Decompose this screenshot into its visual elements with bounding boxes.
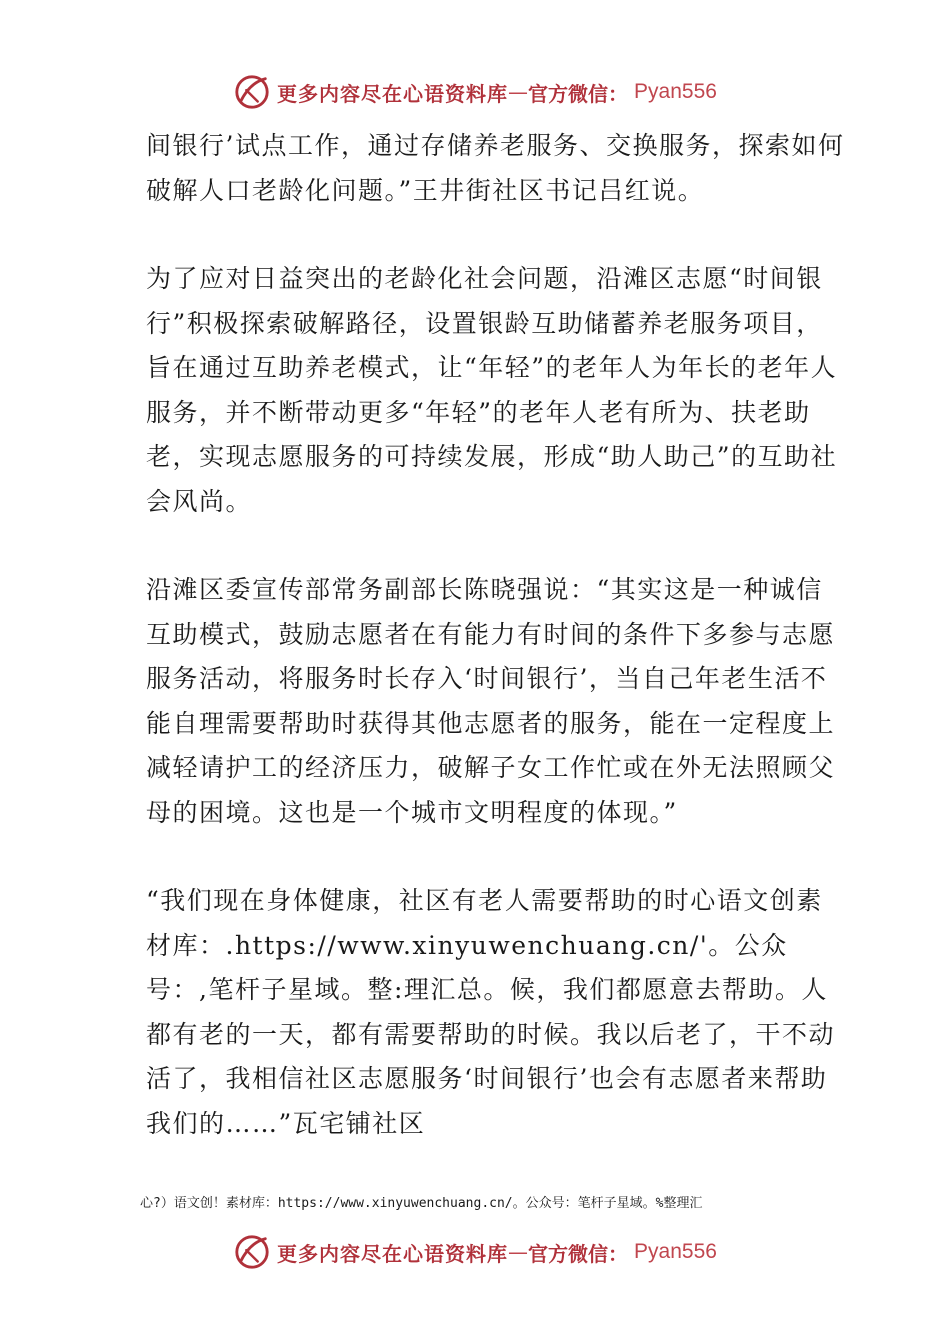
paragraph-2: 为了应对日益突出的老龄化社会问题，沿滩区志愿“时间银行”积极探索破解路径，设置银龄互助储蓄养老服务项目，旨在通过互助养老模式，让“年轻”的老年人为年长的老年人服务，并不断带动更多“年轻”的老年人老有所为、扶老助老，实现志愿服务的可持续发展，形成“助人助己”的互助社会风尚。 bbox=[146, 264, 838, 516]
banner-wechat-id: Pyan556 bbox=[634, 80, 717, 103]
banner-wechat-label: 官方微信： bbox=[528, 81, 629, 106]
banner-main-text: 更多内容尽在心语资料库 bbox=[277, 1241, 509, 1266]
banner-separator: — bbox=[508, 80, 529, 104]
paragraph-4: “我们现在身体健康，社区有老人需要帮助的时心语文创素材库：.https://www.xinyuwenchuang.cn/'。公众号：,笔杆子星域。整:理汇总。候，我们都愿意去帮助。人都有老的一天，都有需要帮助的时候。我以后老了，干不动活了，我相信社区志愿服务‘时间银行’也会有志愿者来帮助我们的……”瓦宅铺社区 bbox=[146, 886, 836, 1138]
footer-banner bbox=[0, 1230, 950, 1274]
banner-separator: — bbox=[508, 1240, 529, 1264]
brand-logo-icon bbox=[233, 1233, 271, 1271]
footnote-line: 心?）语文创！素材库：https://www.xinyuwenchuang.cn/。公众号：笔杆子星域。%整理汇 bbox=[140, 1196, 703, 1211]
banner-wechat-id: Pyan556 bbox=[634, 1240, 717, 1263]
banner-main-text: 更多内容尽在心语资料库 bbox=[277, 81, 509, 106]
brand-logo-icon bbox=[233, 73, 271, 111]
header-banner bbox=[0, 70, 950, 114]
article-body bbox=[146, 124, 846, 1186]
paragraph-3: 沿滩区委宣传部常务副部长陈晓强说：“其实这是一种诚信互助模式，鼓励志愿者在有能力有时间的条件下多参与志愿服务活动，将服务时长存入‘时间银行’，当自己年老生活不能自理需要帮助时获得其他志愿者的服务，能在一定程度上减轻请护工的经济压力，破解子女工作忙或在外无法照顾父母的困境。这也是一个城市文明程度的体现。” bbox=[146, 575, 836, 827]
banner-wechat-label: 官方微信： bbox=[528, 1241, 629, 1266]
paragraph-1: 间银行’试点工作，通过存储养老服务、交换服务，探索如何破解人口老龄化问题。”王井街社区书记吕红说。 bbox=[146, 131, 845, 205]
